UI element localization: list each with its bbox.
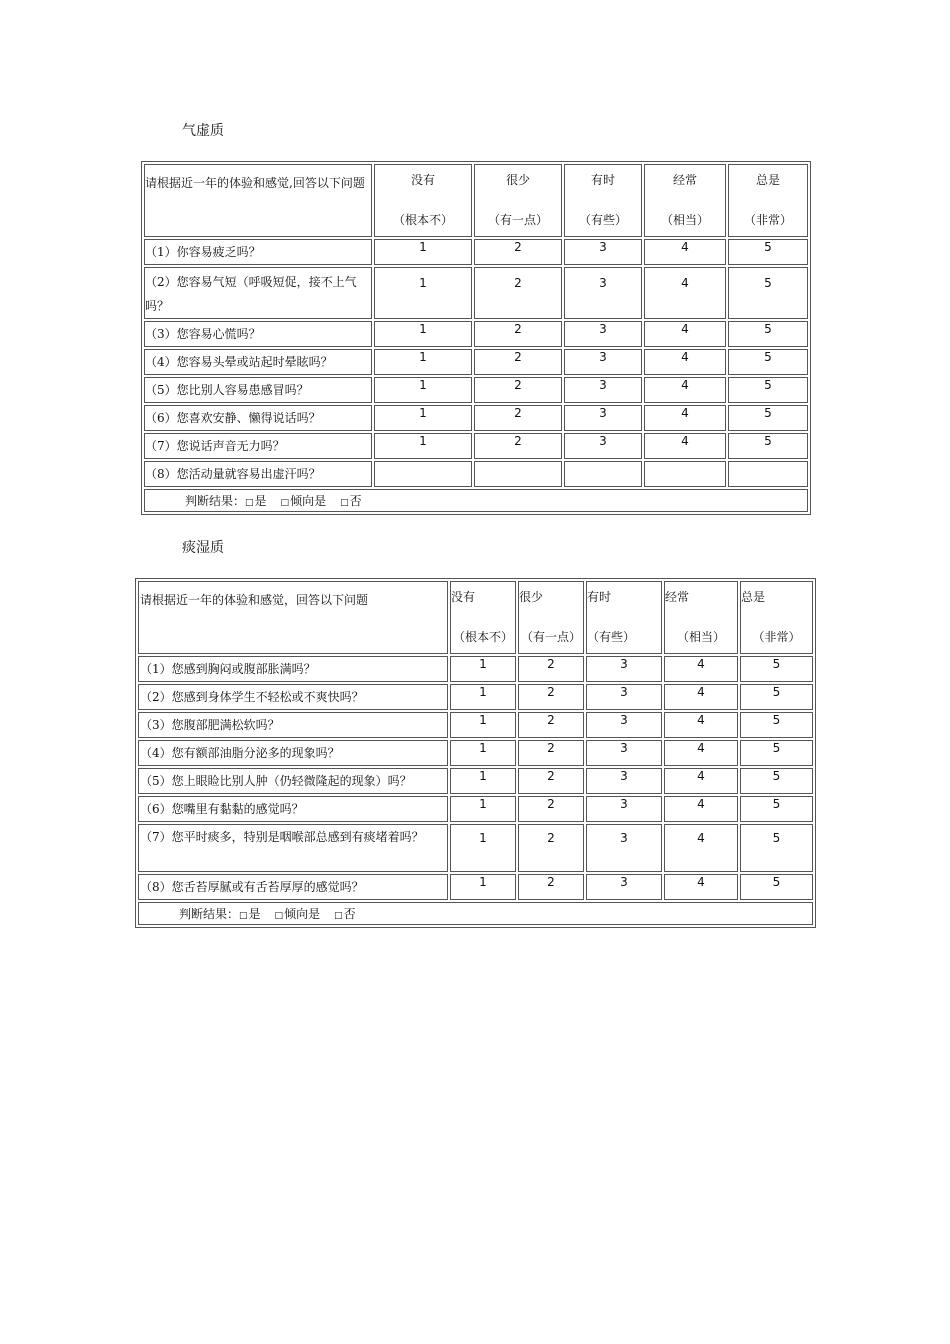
table-row bbox=[138, 874, 813, 900]
table-row bbox=[138, 656, 813, 682]
question-text: （3）您容易心慌吗？ bbox=[144, 321, 372, 347]
score-4: 4 bbox=[644, 377, 726, 403]
table-row bbox=[138, 712, 813, 738]
table-row bbox=[138, 740, 813, 766]
checkbox-icon[interactable]: □ bbox=[334, 911, 343, 921]
score-2: 2 bbox=[518, 768, 584, 794]
score-1: 1 bbox=[374, 267, 472, 319]
header-col-3: 有时 （有些） bbox=[586, 581, 662, 654]
score-4: 4 bbox=[664, 796, 738, 822]
table-row bbox=[138, 684, 813, 710]
option-no: 否 bbox=[349, 494, 362, 508]
checkbox-icon[interactable]: □ bbox=[239, 911, 248, 921]
score-2: 2 bbox=[518, 740, 584, 766]
header-col-1: 没有 （根本不） bbox=[450, 581, 516, 654]
score-1: 1 bbox=[374, 239, 472, 265]
table-row bbox=[144, 349, 808, 375]
table-row bbox=[138, 824, 813, 872]
score-3: 3 bbox=[586, 656, 662, 682]
score-5: 5 bbox=[740, 740, 813, 766]
score-5: 5 bbox=[728, 349, 808, 375]
questionnaire-table-tanshi bbox=[135, 578, 816, 928]
header-col-4: 经常 （相当） bbox=[644, 164, 726, 237]
score-2: 2 bbox=[518, 656, 584, 682]
result-label: 判断结果： bbox=[185, 494, 246, 508]
table-header-row bbox=[138, 581, 813, 654]
header-col-2: 很少 （有一点） bbox=[518, 581, 584, 654]
score-1: 1 bbox=[450, 824, 516, 872]
section-title-qixu: 气虚质 bbox=[182, 123, 224, 139]
table-row bbox=[138, 768, 813, 794]
result-row bbox=[144, 489, 808, 512]
checkbox-icon[interactable]: □ bbox=[245, 498, 254, 508]
score-3 bbox=[564, 461, 642, 487]
result-cell bbox=[138, 902, 813, 925]
score-1: 1 bbox=[450, 796, 516, 822]
score-2: 2 bbox=[474, 239, 562, 265]
question-text: （4）您有额部油脂分泌多的现象吗？ bbox=[138, 740, 448, 766]
result-label: 判断结果： bbox=[179, 907, 240, 921]
score-5: 5 bbox=[740, 874, 813, 900]
score-2: 2 bbox=[518, 712, 584, 738]
score-3: 3 bbox=[564, 267, 642, 319]
score-2 bbox=[474, 461, 562, 487]
score-5: 5 bbox=[740, 796, 813, 822]
score-4: 4 bbox=[664, 656, 738, 682]
score-3: 3 bbox=[564, 349, 642, 375]
table-row bbox=[144, 405, 808, 431]
option-no: 否 bbox=[343, 907, 356, 921]
table-row bbox=[144, 461, 808, 487]
score-3: 3 bbox=[586, 740, 662, 766]
score-3: 3 bbox=[564, 405, 642, 431]
score-2: 2 bbox=[474, 433, 562, 459]
score-4: 4 bbox=[664, 874, 738, 900]
option-tend-yes: 倾向是 bbox=[290, 494, 327, 508]
score-1: 1 bbox=[450, 684, 516, 710]
question-text: （7）您说话声音无力吗？ bbox=[144, 433, 372, 459]
result-cell bbox=[144, 489, 808, 512]
score-4: 4 bbox=[644, 433, 726, 459]
score-1: 1 bbox=[450, 768, 516, 794]
score-2: 2 bbox=[518, 824, 584, 872]
score-2: 2 bbox=[474, 377, 562, 403]
question-text: （5）您上眼睑比别人肿（仍轻微隆起的现象）吗？ bbox=[138, 768, 448, 794]
score-5: 5 bbox=[728, 239, 808, 265]
score-5: 5 bbox=[728, 267, 808, 319]
score-5: 5 bbox=[740, 712, 813, 738]
header-prompt: 请根据近一年的体验和感觉，回答以下问题 bbox=[138, 581, 448, 654]
header-col-1: 没有 （根本不） bbox=[374, 164, 472, 237]
score-4: 4 bbox=[644, 267, 726, 319]
section-title-tanshi: 痰湿质 bbox=[182, 540, 224, 556]
score-4: 4 bbox=[644, 239, 726, 265]
question-text: （2）您感到身体学生不轻松或不爽快吗？ bbox=[138, 684, 448, 710]
score-2: 2 bbox=[518, 796, 584, 822]
score-3: 3 bbox=[564, 377, 642, 403]
question-text: （3）您腹部肥满松软吗？ bbox=[138, 712, 448, 738]
score-3: 3 bbox=[586, 874, 662, 900]
score-3: 3 bbox=[586, 712, 662, 738]
score-5: 5 bbox=[740, 656, 813, 682]
score-1: 1 bbox=[374, 377, 472, 403]
score-3: 3 bbox=[586, 684, 662, 710]
score-5: 5 bbox=[728, 433, 808, 459]
table-row bbox=[138, 796, 813, 822]
score-1: 1 bbox=[450, 712, 516, 738]
score-3: 3 bbox=[586, 768, 662, 794]
question-text: （6）您嘴里有黏黏的感觉吗？ bbox=[138, 796, 448, 822]
checkbox-icon[interactable]: □ bbox=[280, 498, 290, 508]
score-2: 2 bbox=[474, 405, 562, 431]
header-prompt: 请根据近一年的体验和感觉,回答以下问题 bbox=[144, 164, 372, 237]
score-2: 2 bbox=[474, 349, 562, 375]
score-3: 3 bbox=[586, 824, 662, 872]
score-2: 2 bbox=[474, 267, 562, 319]
question-text: （1）您感到胸闷或腹部胀满吗？ bbox=[138, 656, 448, 682]
score-4: 4 bbox=[664, 740, 738, 766]
score-4: 4 bbox=[664, 712, 738, 738]
score-5: 5 bbox=[740, 768, 813, 794]
question-text: （6）您喜欢安静、懒得说话吗？ bbox=[144, 405, 372, 431]
score-4: 4 bbox=[644, 405, 726, 431]
score-3: 3 bbox=[586, 796, 662, 822]
option-yes: 是 bbox=[254, 494, 267, 508]
question-text: （5）您比别人容易患感冒吗？ bbox=[144, 377, 372, 403]
score-5: 5 bbox=[740, 684, 813, 710]
option-yes: 是 bbox=[248, 907, 261, 921]
score-1: 1 bbox=[374, 405, 472, 431]
score-1: 1 bbox=[450, 740, 516, 766]
score-5 bbox=[728, 461, 808, 487]
header-col-5: 总是 （非常） bbox=[740, 581, 813, 654]
header-col-2: 很少 （有一点） bbox=[474, 164, 562, 237]
result-row bbox=[138, 902, 813, 925]
table-row bbox=[144, 377, 808, 403]
header-col-4: 经常 （相当） bbox=[664, 581, 738, 654]
score-3: 3 bbox=[564, 433, 642, 459]
score-1: 1 bbox=[374, 321, 472, 347]
table-row bbox=[144, 321, 808, 347]
table-row bbox=[144, 267, 808, 319]
checkbox-icon[interactable]: □ bbox=[274, 911, 284, 921]
question-text: （8）您舌苔厚腻或有舌苔厚厚的感觉吗？ bbox=[138, 874, 448, 900]
question-text: （4）您容易头晕或站起时晕眩吗？ bbox=[144, 349, 372, 375]
score-4: 4 bbox=[664, 768, 738, 794]
table-row bbox=[144, 239, 808, 265]
header-col-3: 有时 （有些） bbox=[564, 164, 642, 237]
table-row bbox=[144, 433, 808, 459]
score-1: 1 bbox=[374, 433, 472, 459]
score-5: 5 bbox=[728, 321, 808, 347]
option-tend-yes: 倾向是 bbox=[284, 907, 321, 921]
score-4: 4 bbox=[664, 684, 738, 710]
score-1: 1 bbox=[450, 656, 516, 682]
score-5: 5 bbox=[728, 405, 808, 431]
score-4: 4 bbox=[644, 349, 726, 375]
score-2: 2 bbox=[474, 321, 562, 347]
header-col-5: 总是 （非常） bbox=[728, 164, 808, 237]
score-3: 3 bbox=[564, 239, 642, 265]
question-text: （2）您容易气短（呼吸短促，接不上气吗？ bbox=[144, 267, 372, 319]
score-3: 3 bbox=[564, 321, 642, 347]
score-5: 5 bbox=[740, 824, 813, 872]
score-2: 2 bbox=[518, 684, 584, 710]
score-2: 2 bbox=[518, 874, 584, 900]
questionnaire-table-qixu bbox=[141, 161, 811, 515]
question-text: （7）您平时痰多，特别是咽喉部总感到有痰堵着吗？ bbox=[138, 824, 448, 872]
checkbox-icon[interactable]: □ bbox=[340, 498, 349, 508]
question-text: （8）您活动量就容易出虚汗吗？ bbox=[144, 461, 372, 487]
score-1: 1 bbox=[374, 349, 472, 375]
score-1 bbox=[374, 461, 472, 487]
score-4 bbox=[644, 461, 726, 487]
score-4: 4 bbox=[664, 824, 738, 872]
question-text: （1）你容易疲乏吗？ bbox=[144, 239, 372, 265]
score-1: 1 bbox=[450, 874, 516, 900]
table-header-row bbox=[144, 164, 808, 237]
score-5: 5 bbox=[728, 377, 808, 403]
score-4: 4 bbox=[644, 321, 726, 347]
